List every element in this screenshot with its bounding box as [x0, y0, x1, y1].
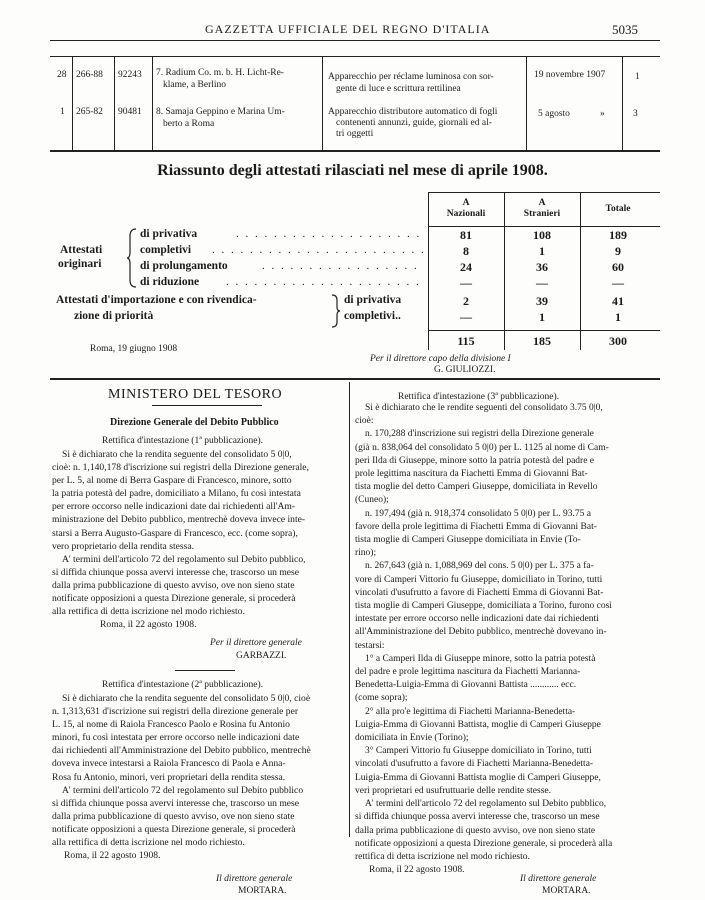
description-line: gente di luce e scrittura rettilinea — [336, 84, 461, 94]
text-line: domiciliata in Envie (Torino); — [355, 733, 469, 744]
signature-title: Per il direttore capo della divisione I — [370, 354, 511, 364]
col-divider — [322, 56, 323, 150]
rettifica-1-heading: Rettifica d'intestazione (1ª pubblicazione). — [102, 436, 264, 446]
text-line: Luigia-Emma di Giovanni Battista, moglie di Camperi Giuseppe — [355, 719, 601, 730]
col-divider — [622, 56, 623, 150]
signature-name: MORTARA. — [542, 886, 591, 896]
rettifica-2-heading: Rettifica d'intestazione (2ª pubblicazione). — [102, 680, 264, 690]
text-line: Luigia-Emma di Giovanni Battista moglie di Camperi Giuseppe, — [355, 772, 601, 783]
text-line: si diffida chiunque possa avervi interesse che, trascorso un mese — [52, 797, 300, 809]
leader-dots: . . . . . . . . . . . . . . . . . . . . . — [226, 276, 421, 288]
rettifica-2-body — [52, 692, 346, 862]
section-rule — [50, 378, 660, 380]
value-cell: 1 — [539, 310, 545, 324]
register-number: 266-88 — [76, 70, 103, 80]
value-cell: 60 — [612, 260, 624, 274]
row-number: 28 — [57, 70, 67, 80]
direction-heading: Direzione Generale del Debito Pubblico — [110, 417, 279, 428]
date: 5 agosto — [538, 109, 570, 119]
summary-col-divider — [504, 192, 505, 350]
value-cell: 41 — [612, 294, 624, 308]
table-top-rule — [50, 56, 660, 57]
text-line: A' termini dell'articolo 72 del regolamento sul Debito pubblico — [62, 784, 304, 796]
header-rule — [50, 40, 660, 41]
group-label-originari: originari — [58, 258, 102, 270]
value-cell: — — [460, 276, 472, 290]
text-line: notificate opposizioni a questa Direzione generale, si procederà — [52, 823, 296, 835]
text-line: testarsi: — [355, 640, 385, 651]
rettifica-1-body — [52, 448, 346, 631]
value-cell: — — [612, 276, 624, 290]
text-line: A' termini dell'articolo 72 del regolamento sul Debito pubblico, — [62, 553, 306, 565]
text-line: cioè: n. 1,140,178 d'iscrizione sui registri della Direzione generale, — [52, 462, 309, 474]
text-line: starsi a Berra Augusto-Gaspare di Francesco, ecc. (come sopra), — [52, 527, 298, 539]
value-cell: 39 — [536, 294, 548, 308]
text-line: A' termini dell'articolo 72 del regolamento sul Debito pubblico, — [365, 799, 607, 810]
column-divider — [349, 382, 350, 837]
text-line: veri proprietari ed usufruttuarie delle rendite stesse. — [355, 785, 551, 796]
description-line: Apparecchio per réclame luminosa con sor- — [328, 72, 494, 82]
signature-name: GARBAZZI. — [236, 651, 287, 661]
text-line: tista moglie di Camperi Giuseppe domiciliata in Envie (To- — [355, 535, 581, 546]
text-line: alla rettifica di detta iscrizione nel modo richiesto. — [52, 606, 245, 618]
signature-name: MORTARA. — [238, 886, 287, 896]
general-number: 92243 — [118, 70, 142, 80]
text-line: rino); — [355, 548, 377, 559]
summary-col-divider — [580, 192, 581, 350]
description-line: tri oggetti — [336, 129, 374, 139]
col-header-stranieri: Stranieri — [523, 209, 561, 219]
register-number: 265-82 — [76, 107, 103, 117]
text-line: (già n. 838,064 del consolidato 5 0|0) per L. 1125 al nome di Cam- — [355, 442, 609, 453]
col-divider — [114, 56, 115, 150]
text-line: (Cuneo); — [355, 495, 389, 506]
text-line: all'Amministrazione del Debito pubblico, mentrechè dovevano in- — [355, 627, 607, 638]
text-line: Si è dichiarato che la rendita seguente del consolidato 5 0|0, — [62, 449, 292, 460]
date-line: Roma, il 22 agosto 1908. — [369, 865, 465, 876]
general-number: 90481 — [118, 107, 142, 117]
col-divider — [72, 56, 73, 150]
import-row-label: di privativa — [344, 294, 402, 306]
total-cell: 115 — [457, 334, 475, 348]
summary-title: Riassunto degli attestati rilasciati nel mese di aprile 1908. — [157, 162, 548, 179]
text-line: per errore occorso nelle indicazioni date dai richiedenti all'Am- — [52, 501, 296, 513]
text-line: notificate opposizioni a questa Direzione generale, si procederà alla — [355, 838, 613, 849]
text-line: del padre e prole legittima nascitura da Fiachetti Marianna- — [355, 667, 581, 678]
import-row-label: completivi.. — [344, 310, 401, 322]
leader-dots: . . . . . . . . . . . . . . . . . . . . — [236, 228, 422, 240]
col-header-totale: Totale — [605, 204, 631, 214]
import-label: Attestati d'importazione e con rivendica- — [56, 294, 257, 306]
value-cell: 1 — [615, 310, 621, 324]
text-line: dalla prima pubblicazione di questo avviso, ove non sieno state — [52, 579, 295, 591]
leader-dots: . . . . . . . . . . . . . . . . . — [262, 260, 419, 272]
text-line: tista moglie del detto Camperi Giuseppe, domiciliata in Revello — [355, 482, 598, 493]
text-line: n. 267,643 (già n. 1,088,969 del cons. 5 0|0) per L. 375 a fa- — [365, 561, 594, 572]
text-line: L. 15, al nome di Raiola Francesco Paolo e Rosina fu Antonio — [52, 719, 290, 731]
leader-dots: . . . . . . . . . . . . . . . . . . . . . . . — [212, 244, 426, 256]
date-line: Roma, il 22 agosto 1908. — [64, 850, 161, 862]
col-header-b-letter: A — [538, 198, 546, 208]
text-line: n. 197,494 (già n. 918,374 consolidato 5 0|0) per L. 93.75 a — [365, 508, 591, 519]
owner-line: 7. Radium Co. m. b. H. Licht-Re- — [156, 68, 284, 78]
value-cell: 24 — [460, 260, 472, 274]
col-header-nazionali: Nazionali — [446, 209, 486, 219]
text-line: peri Ilda di Giuseppe, minore sotto la patria potestà del padre e — [355, 455, 595, 466]
text-line: Benedetta-Luigia-Emma di Giovanni Battista ............ ecc. — [355, 680, 577, 691]
text-line: favore della prole legittima di Fiachetti Emma di Giovanni Bat- — [355, 521, 597, 532]
value-cell: 9 — [615, 244, 621, 258]
row-number: 1 — [60, 107, 65, 117]
summary-rule — [428, 330, 660, 331]
newspaper-title: GAZZETTA UFFICIALE DEL REGNO D'ITALIA — [205, 22, 491, 36]
text-line: (come sopra); — [355, 693, 408, 704]
col-divider — [526, 56, 527, 150]
place-date: Roma, 19 giugno 1908 — [90, 344, 178, 354]
value-cell: 2 — [463, 294, 469, 308]
text-line: vincolati d'usufrutto a favore di Fiachetti Marianna-Benedetta- — [355, 759, 594, 770]
text-line: n. 170,288 d'inscrizione sui registri della Direzione generale — [365, 429, 594, 440]
rettifica-3-heading: Rettifica d'intestazione (3ª pubblicazione). — [398, 392, 560, 402]
ditto-mark: » — [600, 109, 605, 119]
owner-line: klame, a Berlino — [163, 80, 227, 90]
text-line: la patria potestà del padre, domiciliato a Milano, fu così intestata — [52, 488, 301, 500]
value-cell: 8 — [463, 244, 469, 258]
text-line: notificate opposizioni a questa Direzione generale, si procederà — [52, 593, 296, 605]
separator-rule — [175, 670, 235, 671]
group-label-attestati: Attestati — [60, 244, 103, 256]
text-line: si diffida chiunque possa avervi interesse che, trascorso un mese — [52, 566, 300, 578]
value-cell: — — [460, 310, 472, 324]
page-number: 5035 — [612, 22, 638, 37]
text-line: intestate per errore occorso nelle indicazioni date dai richiedenti — [355, 614, 599, 625]
text-line: vore di Camperi Vittorio fu Giuseppe, domiciliato in Torino, tutti — [355, 574, 603, 585]
value-cell: 36 — [536, 260, 548, 274]
date: 19 novembre 1907 — [534, 70, 606, 80]
text-line: 3° Camperi Vittorio fu Giuseppe domiciliato in Torino, tutti — [365, 746, 592, 757]
text-line: prole legittima nascitura da Fiachetti Emma di Giovanni Bat- — [355, 469, 588, 480]
ministry-title: MINISTERO DEL TESORO — [108, 387, 283, 402]
rettifica-3-body — [355, 402, 655, 877]
summary-col-divider — [428, 192, 429, 350]
summary-rule — [428, 226, 660, 227]
text-line: tista moglie di Camperi Giuseppe, domiciliata a Torino, furono così — [355, 601, 612, 612]
text-line: vero proprietario della rendita stessa. — [52, 540, 194, 552]
text-line: vincolati d'usufrutto a favore di Fiachetti Emma di Giovanni Bat- — [355, 587, 604, 598]
text-line: ministrazione del Debito pubblico, mentrechè doveva invece inte- — [52, 514, 306, 526]
text-line: cioè: — [355, 416, 374, 427]
text-line: dalla prima pubblicazione di questo avviso, ove non sieno state — [52, 810, 295, 822]
total-cell: 185 — [533, 334, 551, 348]
text-line: 2° alla pro'e legittima di Fiachetti Marianna-Benedetta- — [365, 706, 576, 717]
value-cell: — — [536, 276, 548, 290]
brace-icon — [126, 228, 138, 288]
description-line: Apparecchio distributore automatico di fogli — [328, 107, 498, 117]
years: 3 — [633, 109, 638, 119]
text-line: per L. 5, al nome di Berra Gaspare di Francesco, minore, sotto — [52, 475, 292, 487]
description-line: contenenti annunzi, guide, giornali ed al- — [336, 118, 492, 128]
text-line: alla rettifica di detta iscrizione nel modo richiesto. — [52, 837, 245, 849]
col-header-a-letter: A — [462, 198, 470, 208]
years: 1 — [635, 72, 640, 82]
signature-title: Il direttore generale — [520, 874, 597, 884]
summary-rule — [428, 192, 660, 193]
row-label-riduzione: di riduzione — [140, 276, 200, 288]
row-label-completivi: completivi — [140, 244, 192, 256]
text-line: Si è dichiarato che la rendita seguente del consolidato 5 0|0, cioè — [62, 693, 311, 704]
owner-line: berto a Roma — [163, 119, 215, 129]
total-cell: 300 — [609, 334, 627, 348]
date-line: Roma, il 22 agosto 1908. — [100, 619, 197, 631]
text-line: minori, fu così intestata per errore occorso nelle indicazioni date — [52, 732, 300, 744]
text-line: rettifica di detta iscrizione nel modo richiesto. — [355, 851, 530, 862]
text-line: Rosa fu Antonio, minori, veri proprietari della rendita stessa. — [52, 771, 286, 783]
signature-title: Per il direttore generale — [210, 638, 302, 648]
text-line: si diffida chiunque possa avervi interesse che, trascorso un mese — [355, 812, 600, 823]
brace-icon — [330, 294, 342, 328]
title-rule — [152, 405, 262, 406]
value-cell: 189 — [609, 228, 627, 242]
col-divider — [152, 56, 153, 150]
signature-name: G. GIULIOZZI. — [434, 365, 496, 375]
text-line: dalla prima pubblicazione di questo avviso, ove non sieno state — [355, 825, 596, 836]
owner-line: 8. Samaja Geppino e Marina Um- — [156, 107, 285, 117]
text-line: Si è dichiarato che le rendite seguenti del consolidato 3.75 0|0, — [365, 403, 603, 413]
text-line: 1° a Camperi Ilda di Giuseppe minore, sotto la patria potestà — [365, 653, 596, 664]
import-label: zione di priorità — [74, 310, 154, 322]
text-line: n. 1,313,631 d'iscrizione sui registri della direzione generale per — [52, 706, 299, 718]
row-label-privativa: di privativa — [140, 228, 198, 240]
signature-title: Il direttore generale — [216, 874, 293, 884]
text-line: doveva invece intestarsi a Raiola Francesco di Paola e Anna- — [52, 758, 286, 770]
value-cell: 108 — [533, 228, 551, 242]
value-cell: 81 — [460, 228, 472, 242]
table-bottom-rule — [50, 150, 660, 152]
text-line: dai richiedenti all'Amministrazione del Debito pubblico, mentrechè — [52, 745, 311, 757]
row-label-prolungamento: di prolungamento — [140, 260, 228, 272]
value-cell: 1 — [539, 244, 545, 258]
